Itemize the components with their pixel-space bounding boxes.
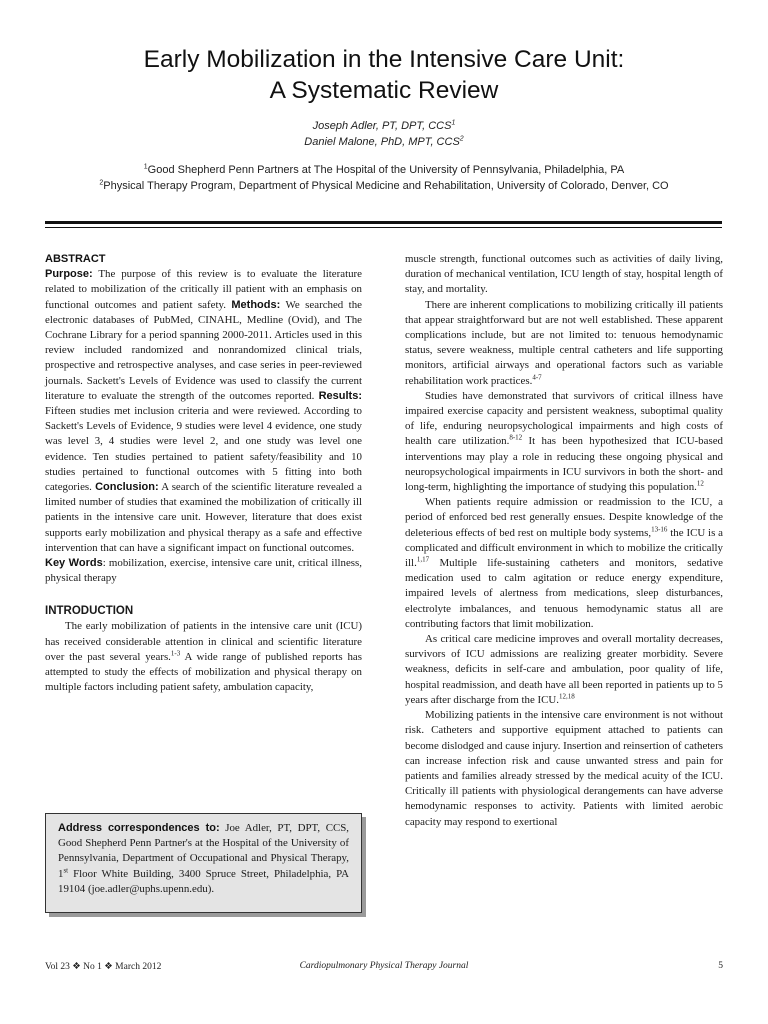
correspondence-box: Address correspondences to: Joe Adler, PT, DPT, CCS, Good Shepherd Penn Partner's at the Hospital of the University of Pennsylvania, Department of Occupational and Physical Therapy, 1st Floor White Building, 3400 Spruce Street, Philadelphia, PA 19104 (joe.adler@uphs.upenn.edu). (45, 813, 362, 913)
right-column (405, 252, 723, 830)
affiliation-2: $^2$Physical Therapy Program, Department of Physical Medicine and Rehabilitation, University of Colorado, Denver, CO (99, 179, 669, 192)
header-divider-thin (45, 227, 722, 228)
abstract-heading: ABSTRACT (45, 253, 106, 265)
affiliation-1: $^1$Good Shepherd Penn Partners at The Hospital of the University of Pennsylvania, Philadelphia, PA (143, 163, 625, 176)
abstract-body: Purpose: The purpose of this review is to evaluate the literature related to mobilization of the critically ill patient with an emphasis on functional outcomes and patient safety. Methods: We searched the electronic databases of PubMed, CINAHL, Medline (Ovid), and The Cochrane Library for a period spanning 2000-2011. Articles used in this review included randomized and nonrandomized clinical trials, prospective and retrospective analyses, and case series in peer-reviewed journals. Sackett's Levels of Evidence was used to classify the current literature to evaluate the strength of the outcomes reported. Results: Fifteen studies met inclusion criteria and were reviewed. According to Sackett's Levels of Evidence, 9 studies were level 4 evidence, one study was level 3, 4 studies were level 2, and one study was level one evidence. Ten studies pertained to patient safety/feasibility and 10 studies pertained to functional outcomes with 5 fitting into both categories. Conclusion: A search of the scientific literature revealed a limited number of studies that examined the mobilization of critically ill patients in the intensive care unit. However, literature that does exist supports early mobilization and physical therapy as a safe and effective intervention that can have a significant impact on functional outcomes. (45, 268, 362, 554)
body-paragraph-1: There are inherent complications to mobilizing critically ill patients that appear straightforward but are not well established. These apparent complications include, but are not limited to: tenuous hemodynamic status, severe weakness, multiple central catheters and life supporting monitors, artificial airways and operational factors such as variable rehabilitation work practices.$^{4-7}$ (405, 298, 723, 387)
body-paragraph-3: When patients require admission or readmission to the ICU, a period of enforced bed rest generally ensues. Despite knowledge of the deleterious effects of bed rest on multiple body systems,$^{13-16}$ the ICU is a complicated and difficult environment in which to mobilize the critically ill.$^{1,17}$ Multiple life-sustaining catheters and monitors, sedative medication used to calm agitation or reduce energy expenditure, impaired levels of alertness from medications, sleep disturbances, electrolyte imbalances, and tenuous hemodynamic status all are contributing factors that limit mobilization. (405, 496, 723, 630)
left-column (45, 252, 362, 695)
article-title (0, 44, 768, 106)
header-divider-thick (45, 221, 722, 224)
correspondence-label: Address correspondences to: (58, 822, 220, 834)
page-number: 5 (718, 961, 723, 971)
author-2: Daniel Malone, PhD, MPT, CCS$^2$ (304, 135, 464, 148)
title-line-2: A Systematic Review (269, 77, 499, 104)
keywords: Key Words: mobilization, exercise, intensive care unit, critical illness, physical therapy (45, 557, 362, 585)
introduction-heading: INTRODUCTION (45, 605, 134, 618)
body-paragraph-2: Studies have demonstrated that survivors of critical illness have impaired exercise capacity and persistent weakness, suboptimal quality of life, enduring neuropsychological impairments and high costs of health care utilization.$^{8-12}$ It has been hypothesized that ICU-based interventions may play a role in reducing these ongoing physical and neuropsychological impairments in ICU survivors in both the short- and long-term, highlighting the importance of studying this population.$^{12}$ (405, 389, 723, 494)
author-list (0, 118, 768, 150)
author-1: Joseph Adler, PT, DPT, CCS$^1$ (312, 119, 456, 132)
title-line-1: Early Mobilization in the Intensive Care Unit: (143, 46, 625, 73)
introduction-paragraph: The early mobilization of patients in the intensive care unit (ICU) has received considerable attention in clinical and scientific literature over the past several years.$^{1-3}$ A wide range of published reports has attempted to study the effects of mobilization and physical therapy on multiple factors including patient safety, ambulation capacity, (45, 620, 362, 694)
affiliations (0, 162, 768, 194)
body-paragraph-5: Mobilizing patients in the intensive care environment is not without risk. Catheters and supportive equipment attached to patients can become dislodged and cause injury. Insertion and reinsertion of catheters can increase infection risk and cause unwanted stress and pain for patients and families already stressed by the medical acuity of the ICU. Critically ill patients with physiological derangements can have adverse hemodynamic responses to activity. Patients with limited aerobic capacity may respond to exertional (405, 709, 723, 828)
journal-name: Cardiopulmonary Physical Therapy Journal (299, 961, 469, 971)
body-paragraph-0: muscle strength, functional outcomes such as activities of daily living, duration of mechanical ventilation, ICU length of stay, hospital length of stay, and mortality. (405, 253, 723, 296)
body-paragraph-4: As critical care medicine improves and overall mortality decreases, survivors of ICU admissions are realizing greater morbidity. Severe weakness, deficits in self-care and ambulation, poor quality of life, hospital readmission, and death have all been reported in patients up to 5 years after discharge from the ICU.$^{12,18}$ (405, 633, 723, 706)
issue-info: Vol 23 ❖ No 1 ❖ March 2012 (45, 962, 162, 972)
